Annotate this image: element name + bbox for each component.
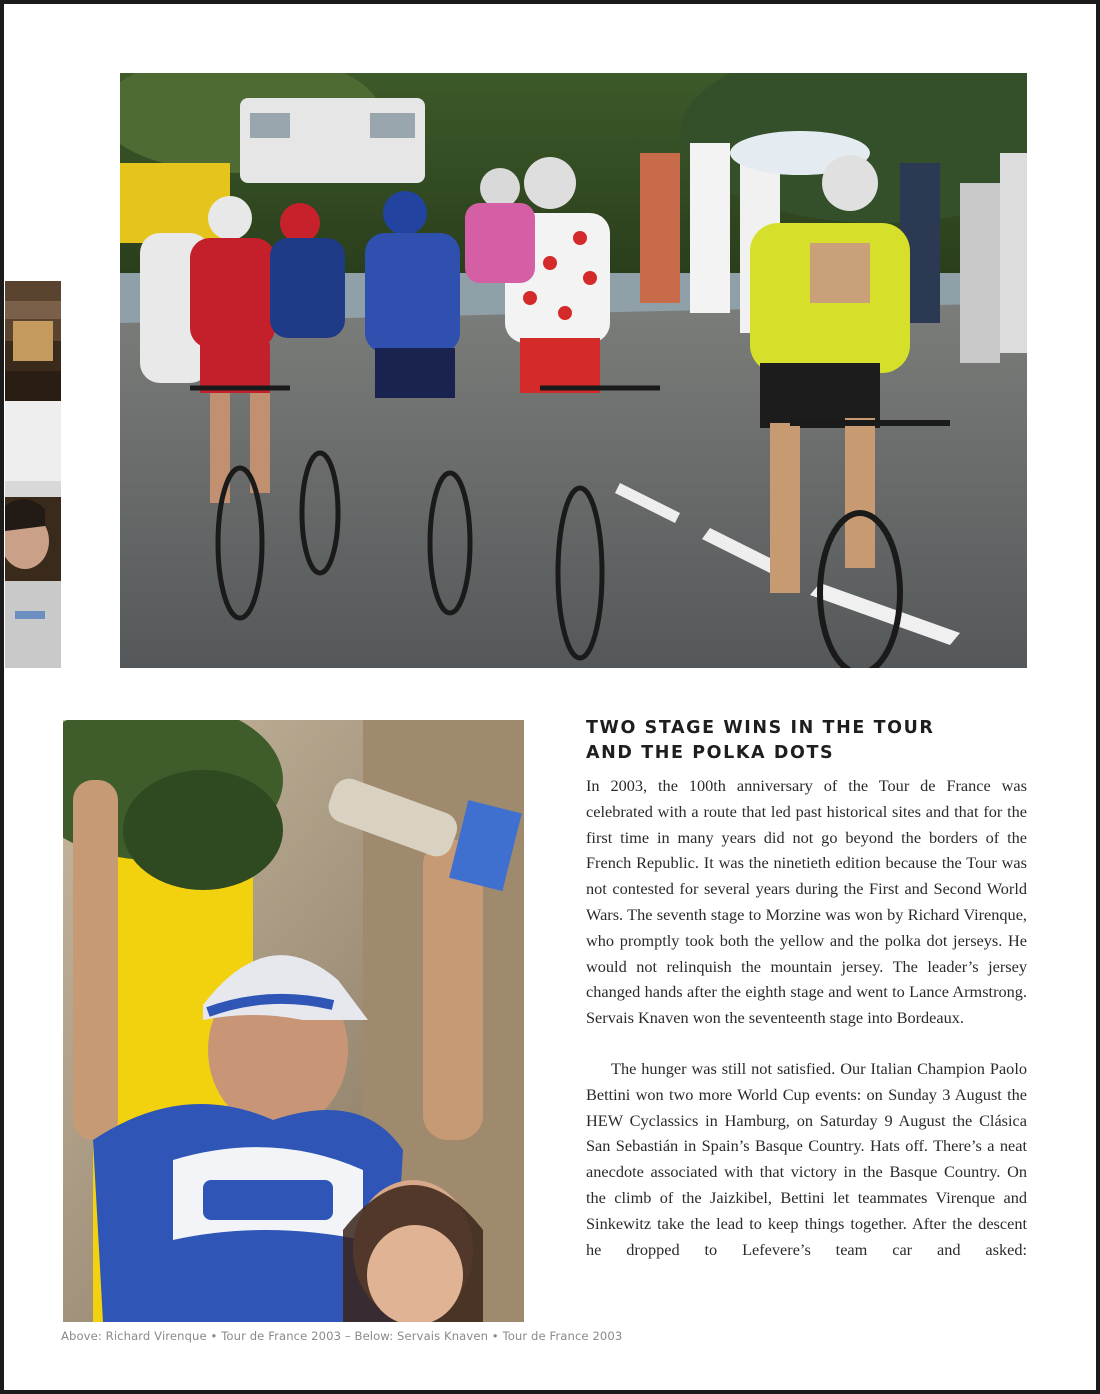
- left-edge-photo: [5, 281, 61, 668]
- article-heading-line-2: AND THE POLKA DOTS: [586, 743, 835, 763]
- article-paragraph-2: The hunger was still not satisfied. Our Italian Champion Paolo Bettini won two more World Cup events: on Sunday 3 August the HEW Cyclassics in Hamburg, on Saturday 9 August the Clásica San Sebastián in Spain’s Basque Country. Hats off. There’s a neat anecdote associated with that victory in the Basque Country. On the climb of the Jaizkibel, Bettini let teammates Virenque and Sinkewitz take the lead to keep things together. After the descent he dropped to Lefevere’s team car and asked:: [586, 1058, 1027, 1259]
- bottom-photo-podium-art: [63, 720, 524, 1322]
- article: [586, 716, 1027, 1262]
- top-photo-peloton: [120, 73, 1027, 668]
- bottom-photo-podium: [63, 720, 524, 1322]
- article-paragraph-1: In 2003, the 100th anniversary of the Tour de France was celebrated with a route that led past historical sites and that for the first time in many years did not go beyond the borders of the French Republic. It was the ninetieth edition because the Tour was not contested for several years during the First and Second World Wars. The seventh stage to Morzine was won by Richard Virenque, who promptly took both the yellow and the polka dot jerseys. He would not relinquish the mountain jersey. The leader’s jersey changed hands after the eighth stage and went to Lance Armstrong. Servais Knaven won the seventeenth stage into Bordeaux.: [586, 776, 1027, 1028]
- top-photo-peloton-art: [120, 73, 1027, 668]
- article-heading-line-1: TWO STAGE WINS IN THE TOUR: [586, 718, 935, 738]
- left-edge-photo-art: [5, 281, 61, 668]
- photo-caption: Above: Richard Virenque • Tour de France 2003 – Below: Servais Knaven • Tour de France 2003: [61, 1329, 623, 1343]
- article-heading: [586, 716, 1027, 766]
